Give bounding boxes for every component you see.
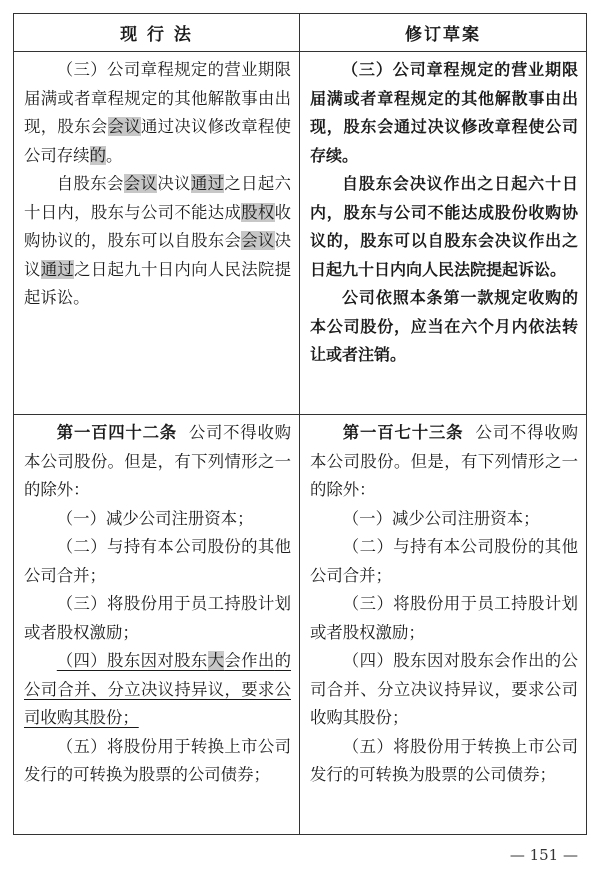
- header-revised-draft: 修订草案: [405, 25, 481, 45]
- deleted-text-highlight: 通过: [40, 259, 75, 279]
- row2-current-item-5: （五）将股份用于转换上市公司发行的可转换为股票的公司债券；: [24, 736, 291, 784]
- row2-current-item-3: （三）将股份用于员工持股计划或者股权激励；: [24, 594, 291, 642]
- header-current-law: 现 行 法: [120, 25, 193, 45]
- row1-revised-draft-cell: [300, 56, 586, 370]
- row1-current-law-cell: [14, 56, 299, 313]
- page-number: — 151 —: [509, 846, 578, 864]
- row2-revised-article-intro: 第一百七十三条 公司不得收购本公司股份。但是，有下列情形之一的除外：: [310, 423, 579, 499]
- deleted-text-highlight: 股权: [241, 202, 275, 222]
- row-divider: [14, 414, 586, 415]
- deleted-text-highlight: 大: [207, 651, 225, 670]
- row2-current-item-2: （二）与持有本公司股份的其他公司合并；: [24, 537, 291, 585]
- row1-revised-paragraph-1: （三）公司章程规定的营业期限届满或者章程规定的其他解散事由出现，股东会通过决议修改章程使公司存续。: [310, 60, 578, 165]
- row2-revised-item-1: （一）减少公司注册资本；: [342, 508, 540, 528]
- row1-current-paragraph-2: 自股东会会议决议通过之日起六十日内，股东与公司不能达成股权收购协议的，股东可以自股东会会议决议通过之日起九十日内向人民法院提起诉讼。: [24, 174, 292, 307]
- row2-current-item-1: （一）减少公司注册资本；: [56, 508, 254, 528]
- row2-current-item-4: （四）股东因对股东大会作出的公司合并、分立决议持异议，要求公司收购其股份；: [24, 651, 292, 727]
- row2-revised-draft-cell: [300, 419, 586, 790]
- article-number: 第一百四十二条: [56, 423, 177, 442]
- row2-revised-item-3: （三）将股份用于员工持股计划或者股权激励；: [310, 594, 578, 642]
- deleted-text-highlight: 的: [89, 145, 106, 165]
- row2-revised-item-5: （五）将股份用于转换上市公司发行的可转换为股票的公司债券；: [310, 736, 578, 784]
- comparison-table: [13, 13, 587, 835]
- deleted-text-highlight: 会议: [241, 231, 275, 250]
- deleted-text-highlight: 会议: [123, 174, 158, 193]
- row2-revised-item-4: （四）股东因对股东会作出的公司合并、分立决议持异议，要求公司收购其股份；: [310, 651, 578, 727]
- row1-revised-paragraph-3: 公司依照本条第一款规定收购的本公司股份，应当在六个月内依法转让或者注销。: [310, 288, 578, 364]
- deleted-text-highlight: 会议: [107, 117, 141, 136]
- row1-revised-paragraph-2: 自股东会决议作出之日起六十日内，股东与公司不能达成股份收购协议的，股东可以自股东会决议作出之日起九十日内向人民法院提起诉讼。: [310, 174, 578, 279]
- header-divider: [14, 51, 586, 52]
- row1-current-paragraph-1: （三）公司章程规定的营业期限届满或者章程规定的其他解散事由出现，股东会会议通过决议修改章程使公司存续的。: [24, 60, 292, 165]
- row2-revised-item-2: （二）与持有本公司股份的其他公司合并；: [310, 537, 578, 585]
- deleted-text-highlight: 通过: [190, 174, 225, 193]
- row2-current-article-intro: 第一百四十二条 公司不得收购本公司股份。但是，有下列情形之一的除外：: [24, 423, 292, 499]
- article-number: 第一百七十三条: [342, 423, 464, 442]
- row2-current-law-cell: [14, 419, 299, 790]
